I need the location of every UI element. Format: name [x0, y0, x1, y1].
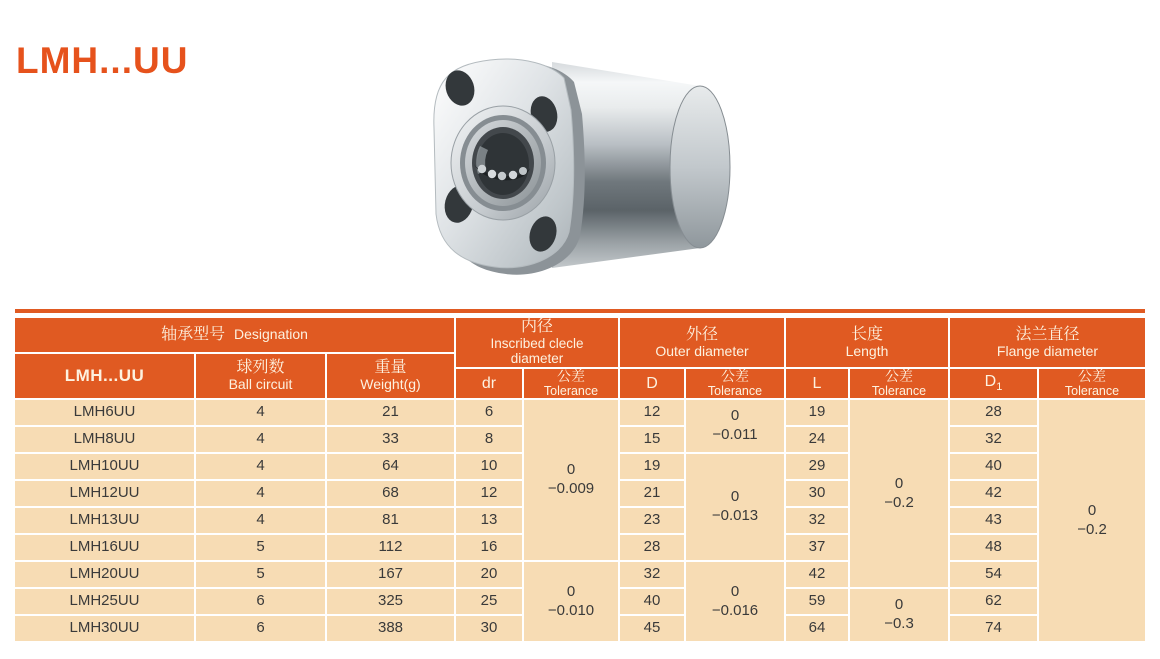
model-cell: LMH13UU — [15, 508, 194, 533]
model-cell: LMH6UU — [15, 400, 194, 425]
value-cell-D: 40 — [620, 589, 684, 614]
header-weight: 重量 Weight(g) — [327, 354, 454, 398]
value-cell-dr: 13 — [456, 508, 522, 533]
header-length-group: 长度 Length — [786, 318, 948, 367]
spec-table — [15, 318, 1145, 641]
header-d1: $D_1$ — [950, 369, 1037, 398]
header-inner-diameter-group: 内径 Inscribed clecle diameter — [456, 318, 618, 367]
model-cell: LMH16UU — [15, 535, 194, 560]
header-d: D — [620, 369, 684, 398]
tolerance-cell-D1: 0 −0.2 — [1039, 400, 1145, 641]
tolerance-cell-dr: 0 −0.010 — [524, 562, 618, 641]
value-cell-D: 45 — [620, 616, 684, 641]
value-cell-dr: 12 — [456, 481, 522, 506]
value-cell-ball: 6 — [196, 616, 325, 641]
value-cell-weight: 167 — [327, 562, 454, 587]
value-cell-L: 32 — [786, 508, 848, 533]
header-l: L — [786, 369, 848, 398]
value-cell-D1: 62 — [950, 589, 1037, 614]
tolerance-cell-D: 0 −0.011 — [686, 400, 784, 452]
value-cell-weight: 68 — [327, 481, 454, 506]
value-cell-D1: 54 — [950, 562, 1037, 587]
value-cell-D: 23 — [620, 508, 684, 533]
value-cell-D: 12 — [620, 400, 684, 425]
bearing-end-cap — [670, 86, 730, 248]
value-cell-dr: 16 — [456, 535, 522, 560]
bearing-bore — [451, 106, 555, 220]
value-cell-weight: 64 — [327, 454, 454, 479]
model-cell: LMH10UU — [15, 454, 194, 479]
value-cell-D: 32 — [620, 562, 684, 587]
model-cell: LMH8UU — [15, 427, 194, 452]
value-cell-D1: 32 — [950, 427, 1037, 452]
value-cell-D: 21 — [620, 481, 684, 506]
header-model: LMH...UU — [15, 354, 194, 398]
value-cell-ball: 4 — [196, 427, 325, 452]
value-cell-D: 15 — [620, 427, 684, 452]
value-cell-D1: 42 — [950, 481, 1037, 506]
value-cell-L: 64 — [786, 616, 848, 641]
value-cell-weight: 21 — [327, 400, 454, 425]
value-cell-ball: 4 — [196, 481, 325, 506]
table-top-rule — [15, 309, 1145, 313]
header-outer-diameter-group: 外径 Outer diameter — [620, 318, 784, 367]
value-cell-D1: 40 — [950, 454, 1037, 479]
value-cell-dr: 6 — [456, 400, 522, 425]
value-cell-L: 30 — [786, 481, 848, 506]
value-cell-L: 24 — [786, 427, 848, 452]
value-cell-ball: 4 — [196, 400, 325, 425]
value-cell-dr: 10 — [456, 454, 522, 479]
model-cell: LMH30UU — [15, 616, 194, 641]
header-designation-group: 轴承型号 Designation — [15, 318, 454, 352]
value-cell-D: 28 — [620, 535, 684, 560]
model-cell: LMH20UU — [15, 562, 194, 587]
bearing-product-photo — [402, 28, 758, 296]
value-cell-ball: 5 — [196, 562, 325, 587]
value-cell-L: 37 — [786, 535, 848, 560]
value-cell-D1: 28 — [950, 400, 1037, 425]
value-cell-D1: 43 — [950, 508, 1037, 533]
header-ball-circuit: 球列数 Ball circuit — [196, 354, 325, 398]
value-cell-ball: 6 — [196, 589, 325, 614]
value-cell-weight: 112 — [327, 535, 454, 560]
value-cell-dr: 20 — [456, 562, 522, 587]
value-cell-ball: 4 — [196, 454, 325, 479]
tolerance-cell-D: 0 −0.013 — [686, 454, 784, 560]
value-cell-D: 19 — [620, 454, 684, 479]
tolerance-cell-dr: 0 −0.009 — [524, 400, 618, 560]
value-cell-L: 42 — [786, 562, 848, 587]
value-cell-dr: 30 — [456, 616, 522, 641]
header-dr-tolerance: 公差 Tolerance — [524, 369, 618, 398]
model-cell: LMH12UU — [15, 481, 194, 506]
model-cell: LMH25UU — [15, 589, 194, 614]
value-cell-ball: 5 — [196, 535, 325, 560]
value-cell-dr: 8 — [456, 427, 522, 452]
value-cell-L: 59 — [786, 589, 848, 614]
tolerance-cell-L: 0 −0.2 — [850, 400, 948, 587]
tolerance-cell-L: 0 −0.3 — [850, 589, 948, 641]
tolerance-cell-D: 0 −0.016 — [686, 562, 784, 641]
value-cell-L: 29 — [786, 454, 848, 479]
value-cell-D1: 74 — [950, 616, 1037, 641]
header-d-tolerance: 公差 Tolerance — [686, 369, 784, 398]
value-cell-dr: 25 — [456, 589, 522, 614]
value-cell-weight: 325 — [327, 589, 454, 614]
header-dr: dr — [456, 369, 522, 398]
value-cell-ball: 4 — [196, 508, 325, 533]
header-flange-diameter-group: 法兰直径 Flange diameter — [950, 318, 1145, 367]
value-cell-D1: 48 — [950, 535, 1037, 560]
value-cell-weight: 33 — [327, 427, 454, 452]
header-l-tolerance: 公差 Tolerance — [850, 369, 948, 398]
page-title: LMH...UU — [16, 40, 189, 81]
value-cell-weight: 388 — [327, 616, 454, 641]
header-d1-tolerance: 公差 Tolerance — [1039, 369, 1145, 398]
value-cell-weight: 81 — [327, 508, 454, 533]
value-cell-L: 19 — [786, 400, 848, 425]
